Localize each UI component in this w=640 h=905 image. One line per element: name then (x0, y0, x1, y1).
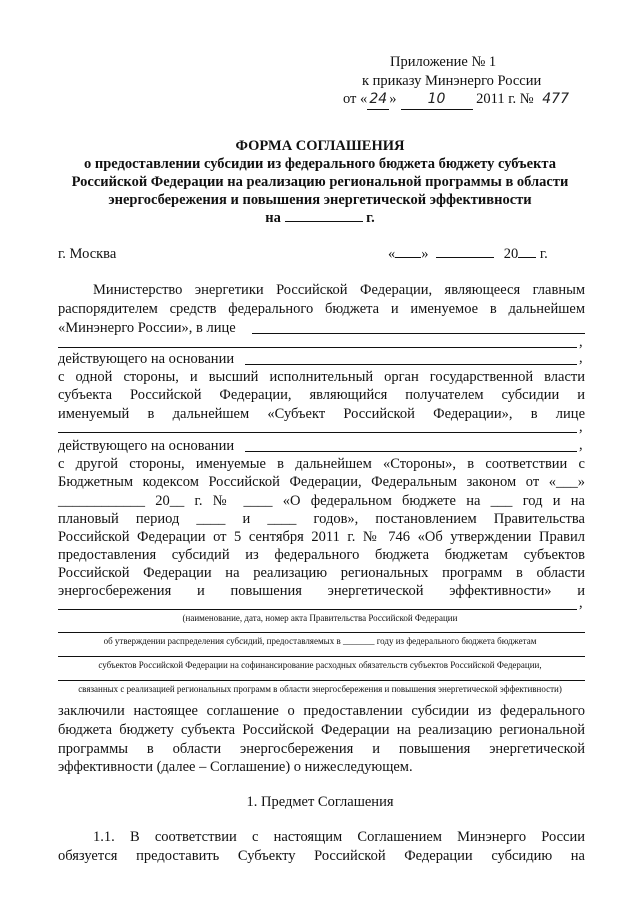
subject-representative-blank (58, 432, 577, 433)
paragraph-3-line-4: плановый период ____ и ____ годов», постановлением Правительства (58, 511, 585, 527)
title-line-2: о предоставлении субсидии из федерального бюджета бюджету субъекта (84, 156, 556, 172)
date-prefix: от « (343, 91, 368, 107)
year-prefix: 20 (503, 246, 519, 262)
paragraph-2-line-3: именуемый в дальнейшем «Субъект Российской Федерации», в лице (58, 406, 585, 422)
paragraph-3-line-3: ____________ 20__ г. № ____ «О федеральном бюджете на ___ год и на (58, 493, 585, 509)
paragraph-3-line-6: предоставления субсидий из федерального бюджета бюджетам субъектов (58, 547, 585, 563)
paragraph-4-line-1: заключили настоящее соглашение о предоставлении субсидии из федерального (58, 703, 585, 719)
form-title: ФОРМА СОГЛАШЕНИЯ (235, 138, 405, 154)
paragraph-2-line-1: с одной стороны, и высший исполнительный орган государственной власти (58, 369, 585, 385)
comma: , (579, 595, 583, 611)
clause-1-1-line-2: обязуется предоставить Субъекту Российской Федерации субсидию на (58, 848, 585, 864)
year-blank (518, 245, 536, 258)
comma: , (579, 437, 583, 453)
paragraph-1-line-3: «Минэнерго России», в лице (58, 320, 236, 336)
date-close-quote: » (421, 246, 429, 262)
day-blank (395, 245, 421, 258)
title-line-5 (0, 209, 640, 228)
paragraph-4-line-2: бюджета бюджету субъекта Российской Федерации на реализацию региональной (58, 722, 585, 738)
date-year: 2011 г. № (476, 91, 534, 107)
note-line-2: об утверждении распределения субсидий, предоставляемых в _______ году из федерального бюджета бюджетам (103, 636, 537, 646)
month-blank (436, 245, 494, 258)
government-act-blank-2 (58, 632, 585, 633)
paragraph-3-line-7: Российской Федерации на реализацию региональных программ в области (58, 565, 585, 581)
date-mid: » (389, 91, 397, 107)
paragraph-4-line-4: эффективности (далее – Соглашение) о нижеследующем. (58, 759, 413, 775)
basis-label-2: действующего на основании (58, 438, 235, 454)
comma: , (579, 419, 583, 435)
representative-blank (252, 333, 585, 334)
paragraph-3-line-8: энергосбережения и повышения энергетической эффективности» и (58, 583, 585, 599)
order-date-line (343, 90, 576, 110)
appendix-label: Приложение № 1 (390, 54, 497, 70)
basis-blank (245, 364, 577, 365)
basis-label: действующего на основании (58, 351, 235, 367)
order-reference: к приказу Минэнерго России (362, 73, 542, 89)
comma: , (579, 334, 583, 350)
title-year-prefix: на (265, 210, 281, 226)
title-year-suffix: г. (366, 210, 375, 226)
comma: , (579, 350, 583, 366)
agreement-date-line (388, 245, 548, 264)
note-line-4: связанных с реализацией региональных программ в области энергосбережения и повышения энергетической эффективности) (78, 684, 562, 694)
paragraph-3-line-5: Российской Федерации от 5 сентября 2011 г. № 746 «Об утверждении Правил (58, 529, 585, 545)
paragraph-3-line-2: Бюджетным кодексом Российской Федерации, Федеральным законом от «___» (58, 474, 585, 490)
handwritten-day: 24 (367, 90, 389, 110)
paragraph-4-line-3: программы в области энергосбережения и повышения энергетической (58, 741, 585, 757)
paragraph-3-line-1: с другой стороны, именуемые в дальнейшем «Стороны», в соответствии с (58, 456, 585, 472)
government-act-blank-4 (58, 680, 585, 681)
title-line-4: энергосбережения и повышения энергетической эффективности (108, 192, 532, 208)
handwritten-order-number: 477 (542, 91, 569, 107)
government-act-blank-3 (58, 656, 585, 657)
paragraph-2-line-2: субъекта Российской Федерации, являющийся получателем субсидии и (58, 387, 585, 403)
basis-blank-2 (245, 451, 577, 452)
representative-blank-2 (58, 347, 577, 348)
title-year-blank (285, 209, 363, 222)
handwritten-month: 10 (401, 90, 473, 110)
date-open-quote: « (388, 246, 396, 262)
city-label: г. Москва (58, 246, 117, 262)
government-act-blank (58, 609, 577, 610)
title-line-3: Российской Федерации на реализацию региональной программы в области (71, 174, 569, 190)
section-1-heading: 1. Предмет Соглашения (246, 794, 394, 810)
note-line-1: (наименование, дата, номер акта Правительства Российской Федерации (182, 613, 458, 623)
paragraph-1-line-1: Министерство энергетики Российской Федерации, являющееся главным (93, 282, 585, 298)
year-suffix: г. (539, 246, 548, 262)
paragraph-1-line-2: распорядителем средств федерального бюджета и именуемое в дальнейшем (58, 301, 585, 317)
clause-1-1-line-1: 1.1. В соответствии с настоящим Соглашением Минэнерго России (93, 829, 585, 845)
note-line-3: субъектов Российской Федерации на софинансирование расходных обязательств субъектов Российской Федерации, (98, 660, 542, 670)
